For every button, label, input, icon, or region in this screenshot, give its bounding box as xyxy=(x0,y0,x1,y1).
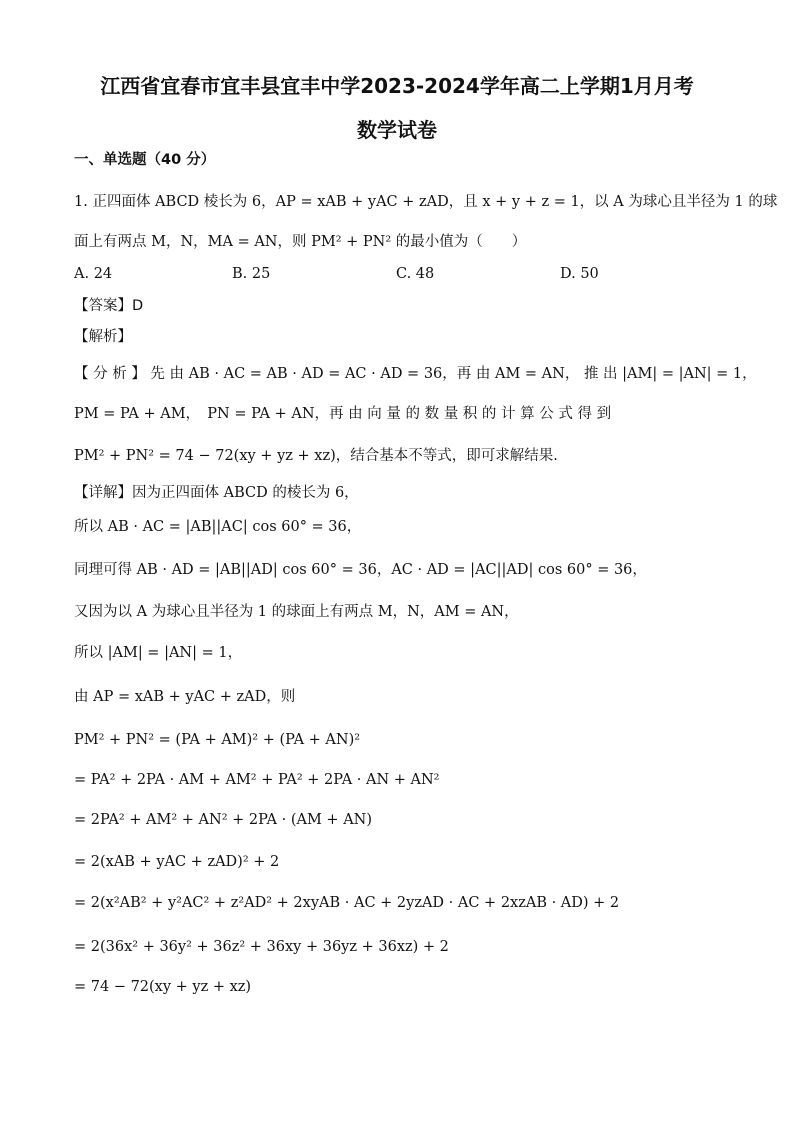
equation-4: = 2(xAB + yAC + zAD)² + 2 xyxy=(74,854,280,870)
detail-line-6: 由 AP = xAB + yAC + zAD，则 xyxy=(74,689,296,705)
equation-7: = 74 − 72(xy + yz + xz) xyxy=(74,979,252,995)
detail-line-1: 【详解】因为正四面体 ABCD 的棱长为 6， xyxy=(74,485,359,501)
analysis-line-3: PM² + PN² = 74 − 72(xy + yz + xz)，结合基本不等式，即可求解结果. xyxy=(74,448,558,464)
equation-3: = 2PA² + AM² + AN² + 2PA · (AM + AN) xyxy=(74,812,373,828)
analysis-line-1: 【 分 析 】 先 由 AB · AC = AB · AD = AC · AD = 36，再 由 AM = AN， 推 出 |AM| = |AN| = 1， xyxy=(74,366,757,382)
equation-1: PM² + PN² = (PA + AM)² + (PA + AN)² xyxy=(74,732,361,748)
exam-title: 江西省宜春市宜丰县宜丰中学2023-2024学年高二上学期1月月考 xyxy=(100,74,694,98)
equation-2: = PA² + 2PA · AM + AM² + PA² + 2PA · AN + AN² xyxy=(74,772,440,788)
section-heading: 一、单选题（40 分） xyxy=(74,152,216,168)
exam-subtitle: 数学试卷 xyxy=(357,118,437,142)
analysis-line-2: PM = PA + AM， PN = PA + AN，再 由 向 量 的 数 量 积 的 计 算 公 式 得 到 xyxy=(74,406,612,422)
option-c: C. 48 xyxy=(396,266,435,282)
question-1-line-1: 1. 正四面体 ABCD 棱长为 6，AP = xAB + yAC + zAD，且 x + y + z = 1，以 A 为球心且半径为 1 的球 xyxy=(74,194,778,210)
option-d: D. 50 xyxy=(560,266,599,282)
analysis-label: 【解析】 xyxy=(74,329,132,345)
equation-6: = 2(36x² + 36y² + 36z² + 36xy + 36yz + 36xz) + 2 xyxy=(74,939,449,955)
detail-line-4: 又因为以 A 为球心且半径为 1 的球面上有两点 M，N，AM = AN， xyxy=(74,604,519,620)
option-b: B. 25 xyxy=(232,266,271,282)
question-1-line-2: 面上有两点 M，N，MA = AN，则 PM² + PN² 的最小值为（ ） xyxy=(74,234,527,250)
option-a: A. 24 xyxy=(74,266,113,282)
detail-line-5: 所以 |AM| = |AN| = 1， xyxy=(74,645,243,661)
detail-line-2: 所以 AB · AC = |AB||AC| cos 60° = 36， xyxy=(74,519,362,535)
detail-line-3: 同理可得 AB · AD = |AB||AD| cos 60° = 36，AC · AD = |AC||AD| cos 60° = 36， xyxy=(74,562,647,578)
answer-label: 【答案】D xyxy=(74,298,144,314)
equation-5: = 2(x²AB² + y²AC² + z²AD² + 2xyAB · AC + 2yzAD · AC + 2xzAB · AD) + 2 xyxy=(74,895,620,911)
